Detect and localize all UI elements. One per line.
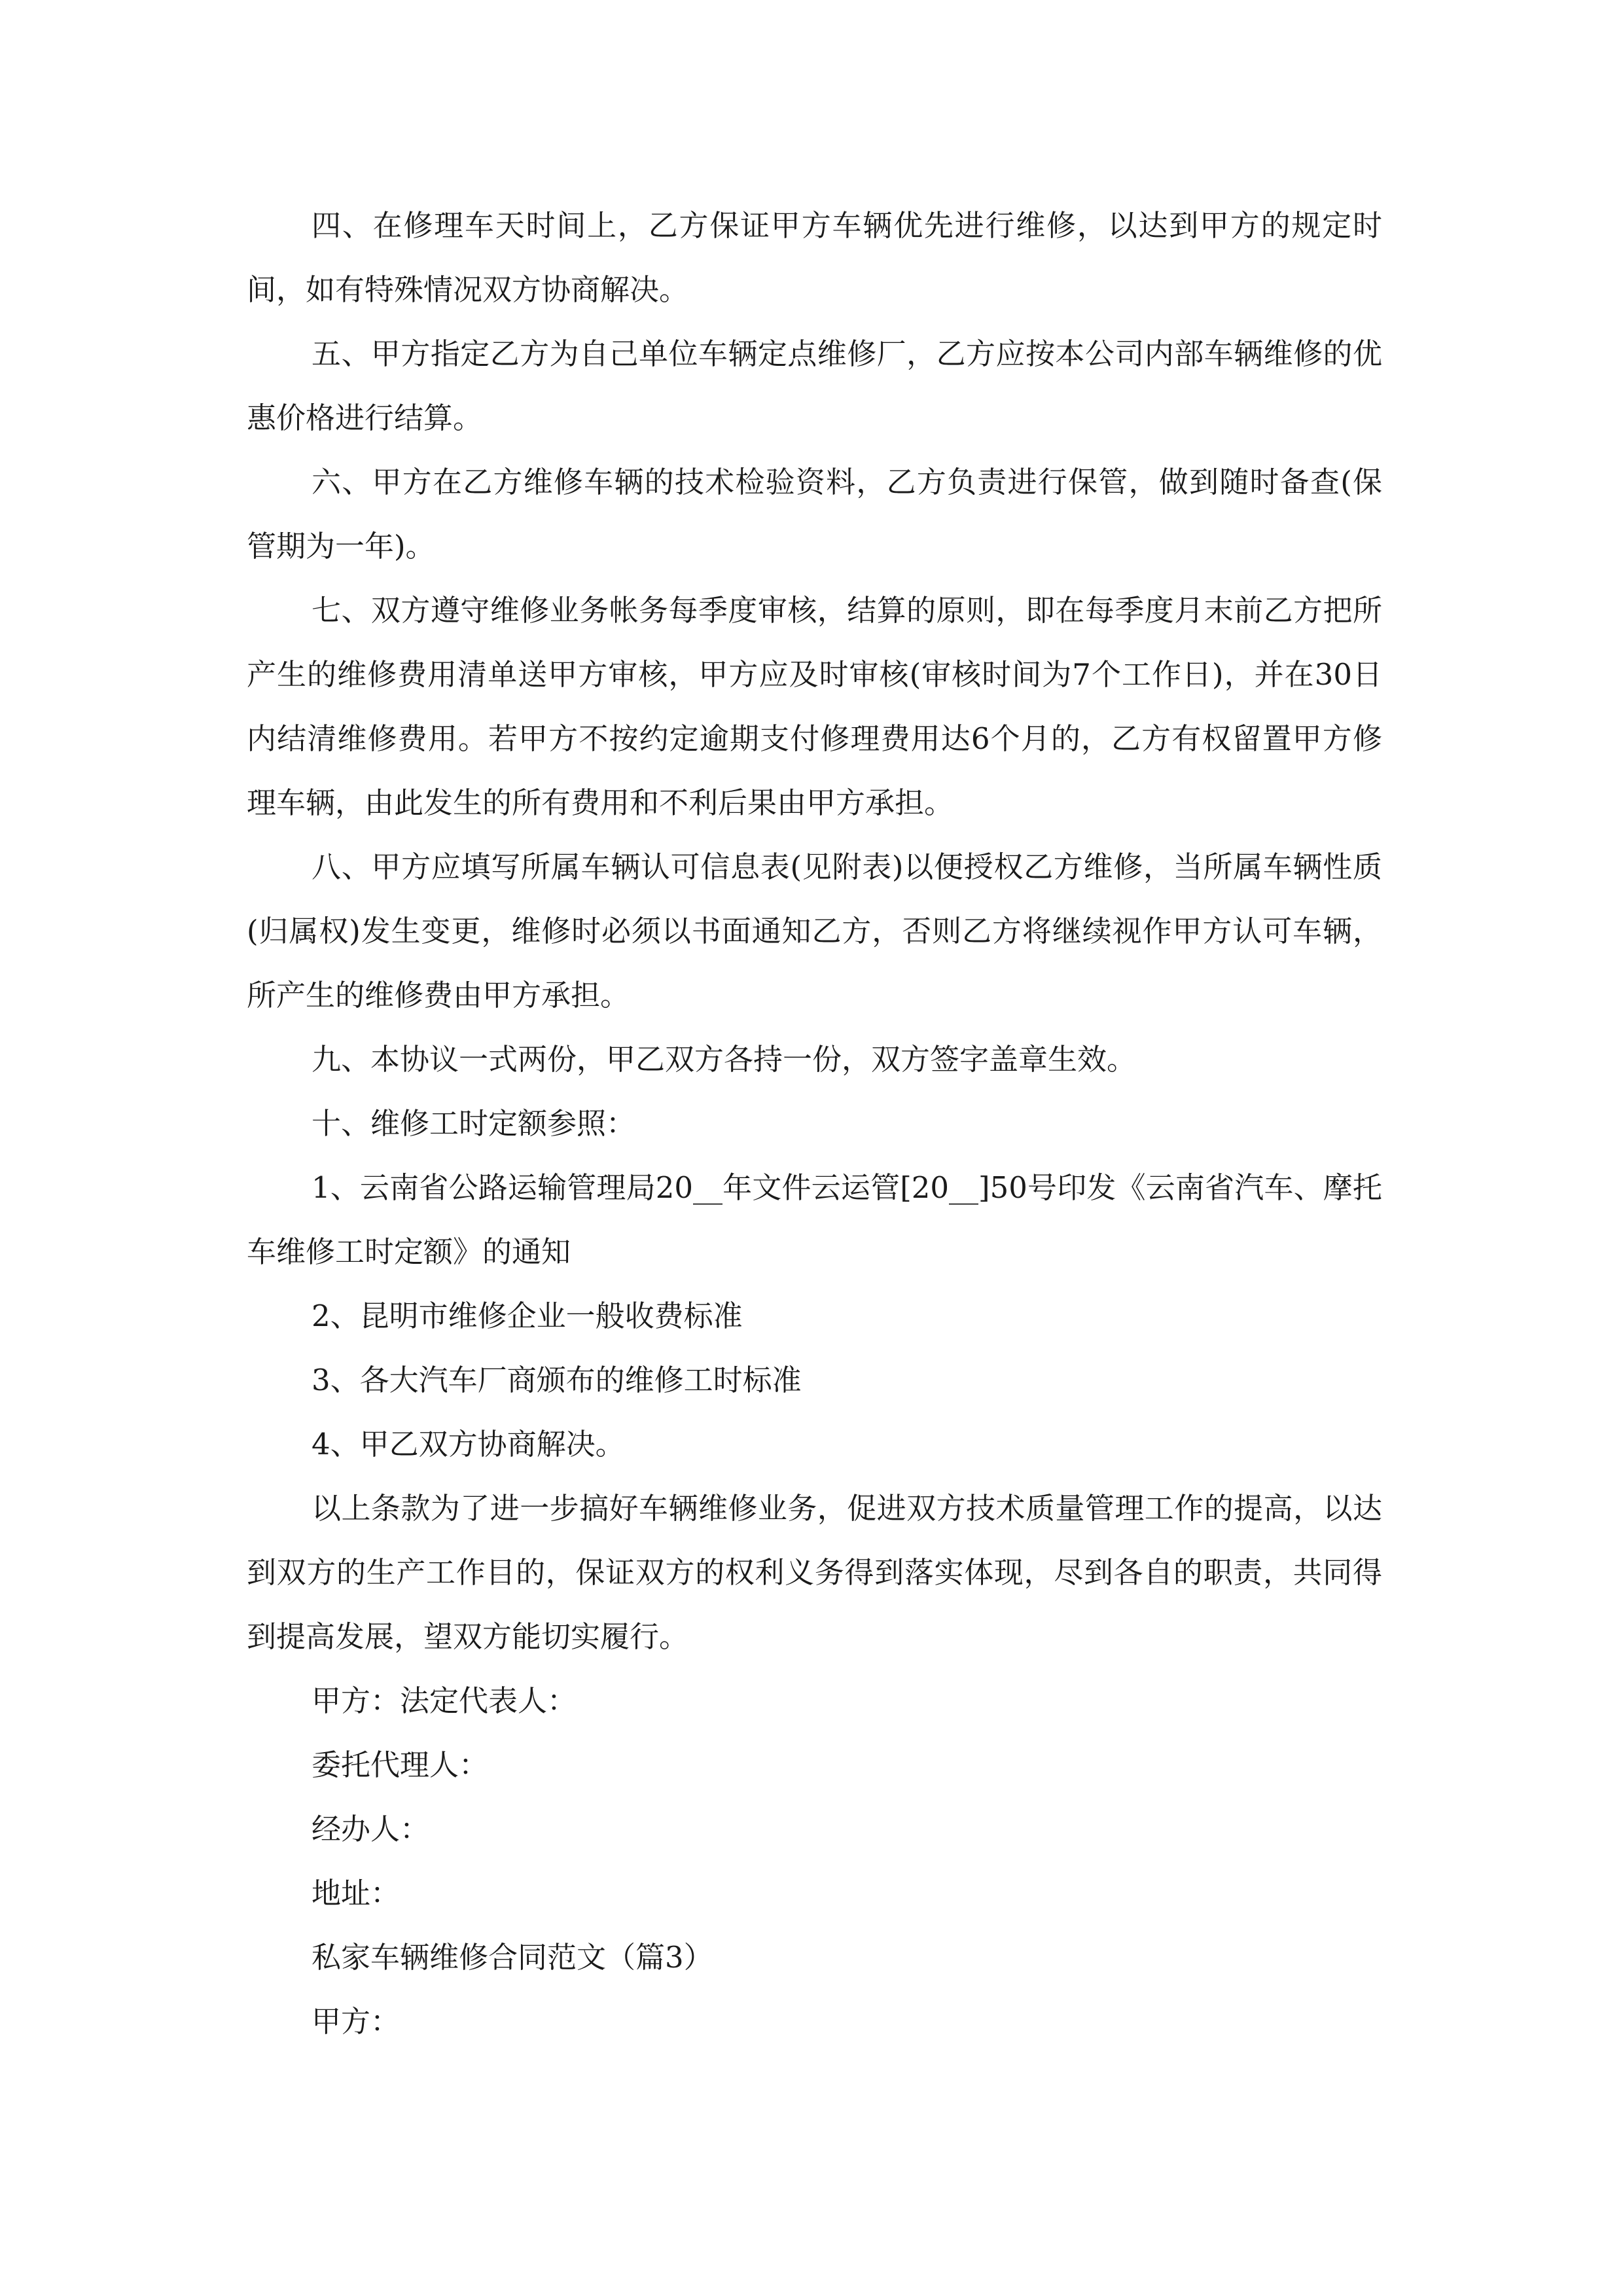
reference-item-4: 4、甲乙双方协商解决。: [312, 1427, 625, 1462]
clause-seven-paragraph: 七、双方遵守维修业务帐务每季度审核，结算的原则，即在每季度月末前乙方把所产生的维修费用清单送甲方审核，甲方应及时审核(审核时间为7个工作日)，并在30日内结清维修费用。若甲方不按约定逾期支付修理费用达6个月的，乙方有权留置甲方修理车辆，由此发生的所有费用和不利后果由甲方承担。: [247, 593, 1382, 820]
agent-signature-line: 委托代理人：: [312, 1748, 489, 1782]
closing-paragraph: 以上条款为了进一步搞好车辆维修业务，促进双方技术质量管理工作的提高，以达到双方的生产工作目的，保证双方的权利义务得到落实体现，尽到各自的职责，共同得到提高发展，望双方能切实履行。: [247, 1491, 1382, 1654]
clause-eight-paragraph: 八、甲方应填写所属车辆认可信息表(见附表)以便授权乙方维修，当所属车辆性质(归属权)发生变更，维修时必须以书面通知乙方，否则乙方将继续视作甲方认可车辆，所产生的维修费由甲方承担。: [247, 850, 1382, 1013]
address-line: 地址：: [312, 1876, 401, 1910]
section-heading: 私家车辆维修合同范文（篇3）: [312, 1940, 713, 1975]
clause-nine-paragraph: 九、本协议一式两份，甲乙双方各持一份，双方签字盖章生效。: [312, 1042, 1137, 1077]
party-a-line: 甲方：: [312, 2004, 401, 2039]
clause-four-paragraph: 四、在修理车天时间上，乙方保证甲方车辆优先进行维修，以达到甲方的规定时间，如有特殊情况双方协商解决。: [247, 208, 1382, 307]
reference-item-1: 1、云南省公路运输管理局20__年文件云运管[20__]50号印发《云南省汽车、摩托车维修工时定额》的通知: [247, 1170, 1382, 1269]
handler-signature-line: 经办人：: [312, 1812, 430, 1846]
document-body: [247, 194, 1382, 2054]
reference-item-3: 3、各大汽车厂商颁布的维修工时标准: [312, 1363, 802, 1397]
clause-ten-paragraph: 十、维修工时定额参照：: [312, 1106, 636, 1141]
clause-six-paragraph: 六、甲方在乙方维修车辆的技术检验资料，乙方负责进行保管，做到随时备查(保管期为一年)。: [247, 465, 1382, 564]
party-a-signature-line: 甲方：法定代表人：: [312, 1683, 577, 1718]
clause-five-paragraph: 五、甲方指定乙方为自己单位车辆定点维修厂，乙方应按本公司内部车辆维修的优惠价格进行结算。: [247, 336, 1382, 435]
reference-item-2: 2、昆明市维修企业一般收费标准: [312, 1299, 743, 1333]
